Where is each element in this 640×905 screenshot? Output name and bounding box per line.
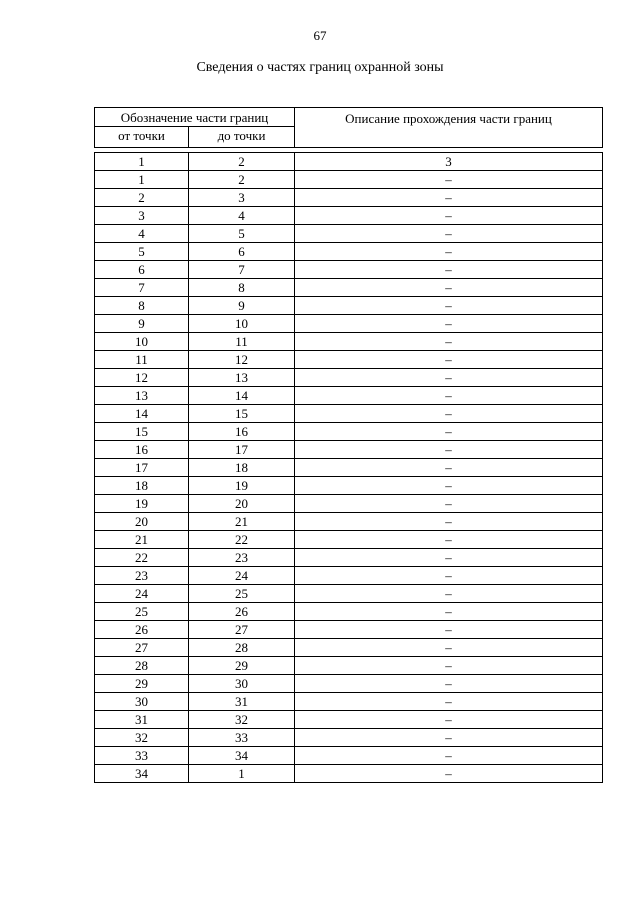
description-cell: –: [295, 621, 603, 639]
description-cell: –: [295, 675, 603, 693]
to-point-cell: 27: [189, 621, 295, 639]
table-row: [95, 729, 603, 747]
from-point-cell: 21: [95, 531, 189, 549]
description-cell: –: [295, 189, 603, 207]
table-row: [95, 549, 603, 567]
description-cell: –: [295, 729, 603, 747]
description-cell: –: [295, 261, 603, 279]
description-cell: –: [295, 423, 603, 441]
header-description: Описание прохождения части границ: [295, 108, 603, 148]
description-cell: –: [295, 765, 603, 783]
description-cell: –: [295, 315, 603, 333]
table-row: [95, 315, 603, 333]
from-point-cell: 7: [95, 279, 189, 297]
table-row: [95, 495, 603, 513]
description-cell: –: [295, 639, 603, 657]
from-point-cell: 12: [95, 369, 189, 387]
description-cell: –: [295, 711, 603, 729]
to-point-cell: 12: [189, 351, 295, 369]
table-row: [95, 747, 603, 765]
to-point-cell: 31: [189, 693, 295, 711]
table-row: [95, 765, 603, 783]
to-point-cell: 26: [189, 603, 295, 621]
to-point-cell: 10: [189, 315, 295, 333]
description-cell: –: [295, 441, 603, 459]
from-point-cell: 18: [95, 477, 189, 495]
table-row: [95, 225, 603, 243]
table-row: [95, 477, 603, 495]
from-point-cell: 20: [95, 513, 189, 531]
table-row: [95, 207, 603, 225]
description-cell: –: [295, 207, 603, 225]
table-body: [95, 148, 603, 783]
table-row: [95, 621, 603, 639]
from-point-cell: 24: [95, 585, 189, 603]
from-point-cell: 2: [95, 189, 189, 207]
document-title: Сведения о частях границ охранной зоны: [196, 60, 444, 75]
table-row: [95, 513, 603, 531]
page-number: 67: [313, 28, 327, 43]
from-point-cell: 1: [95, 171, 189, 189]
table-row: [95, 657, 603, 675]
description-cell: –: [295, 495, 603, 513]
description-cell: –: [295, 531, 603, 549]
description-cell: –: [295, 459, 603, 477]
from-point-cell: 32: [95, 729, 189, 747]
to-point-cell: 19: [189, 477, 295, 495]
to-point-cell: 1: [189, 765, 295, 783]
from-point-cell: 29: [95, 675, 189, 693]
from-point-cell: 23: [95, 567, 189, 585]
description-cell: –: [295, 657, 603, 675]
to-point-cell: 33: [189, 729, 295, 747]
to-point-cell: 28: [189, 639, 295, 657]
to-point-cell: 17: [189, 441, 295, 459]
to-point-cell: 18: [189, 459, 295, 477]
description-cell: –: [295, 279, 603, 297]
table-row: [95, 387, 603, 405]
to-point-cell: 30: [189, 675, 295, 693]
description-cell: –: [295, 693, 603, 711]
table-row: [95, 693, 603, 711]
to-point-cell: 4: [189, 207, 295, 225]
to-point-cell: 13: [189, 369, 295, 387]
from-point-cell: 25: [95, 603, 189, 621]
to-point-cell: 15: [189, 405, 295, 423]
description-cell: –: [295, 225, 603, 243]
column-number: 2: [189, 153, 295, 171]
to-point-cell: 5: [189, 225, 295, 243]
header-group: Обозначение части границ: [95, 108, 295, 127]
description-cell: –: [295, 369, 603, 387]
description-cell: –: [295, 171, 603, 189]
table-row: [95, 675, 603, 693]
to-point-cell: 20: [189, 495, 295, 513]
table-row: [95, 603, 603, 621]
from-point-cell: 14: [95, 405, 189, 423]
from-point-cell: 4: [95, 225, 189, 243]
to-point-cell: 3: [189, 189, 295, 207]
table-row: [95, 243, 603, 261]
to-point-cell: 24: [189, 567, 295, 585]
table-row: [95, 585, 603, 603]
column-number: 1: [95, 153, 189, 171]
description-cell: –: [295, 243, 603, 261]
to-point-cell: 21: [189, 513, 295, 531]
from-point-cell: 10: [95, 333, 189, 351]
description-cell: –: [295, 567, 603, 585]
table-row: [95, 351, 603, 369]
table-row: [95, 567, 603, 585]
column-numbers-row: [95, 153, 603, 171]
to-point-cell: 16: [189, 423, 295, 441]
from-point-cell: 11: [95, 351, 189, 369]
from-point-cell: 13: [95, 387, 189, 405]
table-row: [95, 441, 603, 459]
table-row: [95, 369, 603, 387]
column-number: 3: [295, 153, 603, 171]
description-cell: –: [295, 513, 603, 531]
from-point-cell: 9: [95, 315, 189, 333]
from-point-cell: 31: [95, 711, 189, 729]
header-from: от точки: [95, 127, 189, 148]
from-point-cell: 27: [95, 639, 189, 657]
to-point-cell: 14: [189, 387, 295, 405]
from-point-cell: 5: [95, 243, 189, 261]
table-row: [95, 459, 603, 477]
description-cell: –: [295, 549, 603, 567]
description-cell: –: [295, 387, 603, 405]
from-point-cell: 17: [95, 459, 189, 477]
description-cell: –: [295, 405, 603, 423]
to-point-cell: 25: [189, 585, 295, 603]
to-point-cell: 22: [189, 531, 295, 549]
table-row: [95, 189, 603, 207]
to-point-cell: 2: [189, 171, 295, 189]
to-point-cell: 11: [189, 333, 295, 351]
to-point-cell: 6: [189, 243, 295, 261]
header-to: до точки: [189, 127, 295, 148]
description-cell: –: [295, 477, 603, 495]
from-point-cell: 26: [95, 621, 189, 639]
to-point-cell: 29: [189, 657, 295, 675]
from-point-cell: 15: [95, 423, 189, 441]
from-point-cell: 19: [95, 495, 189, 513]
from-point-cell: 8: [95, 297, 189, 315]
to-point-cell: 8: [189, 279, 295, 297]
table-row: [95, 405, 603, 423]
table-row: [95, 261, 603, 279]
description-cell: –: [295, 351, 603, 369]
table-row: [95, 171, 603, 189]
from-point-cell: 28: [95, 657, 189, 675]
description-cell: –: [295, 585, 603, 603]
from-point-cell: 16: [95, 441, 189, 459]
table-row: [95, 639, 603, 657]
to-point-cell: 32: [189, 711, 295, 729]
table-row: [95, 423, 603, 441]
description-cell: –: [295, 297, 603, 315]
to-point-cell: 9: [189, 297, 295, 315]
table-row: [95, 531, 603, 549]
from-point-cell: 30: [95, 693, 189, 711]
from-point-cell: 22: [95, 549, 189, 567]
from-point-cell: 33: [95, 747, 189, 765]
from-point-cell: 3: [95, 207, 189, 225]
table-row: [95, 333, 603, 351]
to-point-cell: 7: [189, 261, 295, 279]
table-row: [95, 711, 603, 729]
description-cell: –: [295, 603, 603, 621]
from-point-cell: 6: [95, 261, 189, 279]
table-header-row: [95, 108, 603, 127]
to-point-cell: 34: [189, 747, 295, 765]
table-row: [95, 297, 603, 315]
table-row: [95, 279, 603, 297]
description-cell: –: [295, 333, 603, 351]
from-point-cell: 34: [95, 765, 189, 783]
to-point-cell: 23: [189, 549, 295, 567]
description-cell: –: [295, 747, 603, 765]
boundary-table: [94, 107, 603, 783]
